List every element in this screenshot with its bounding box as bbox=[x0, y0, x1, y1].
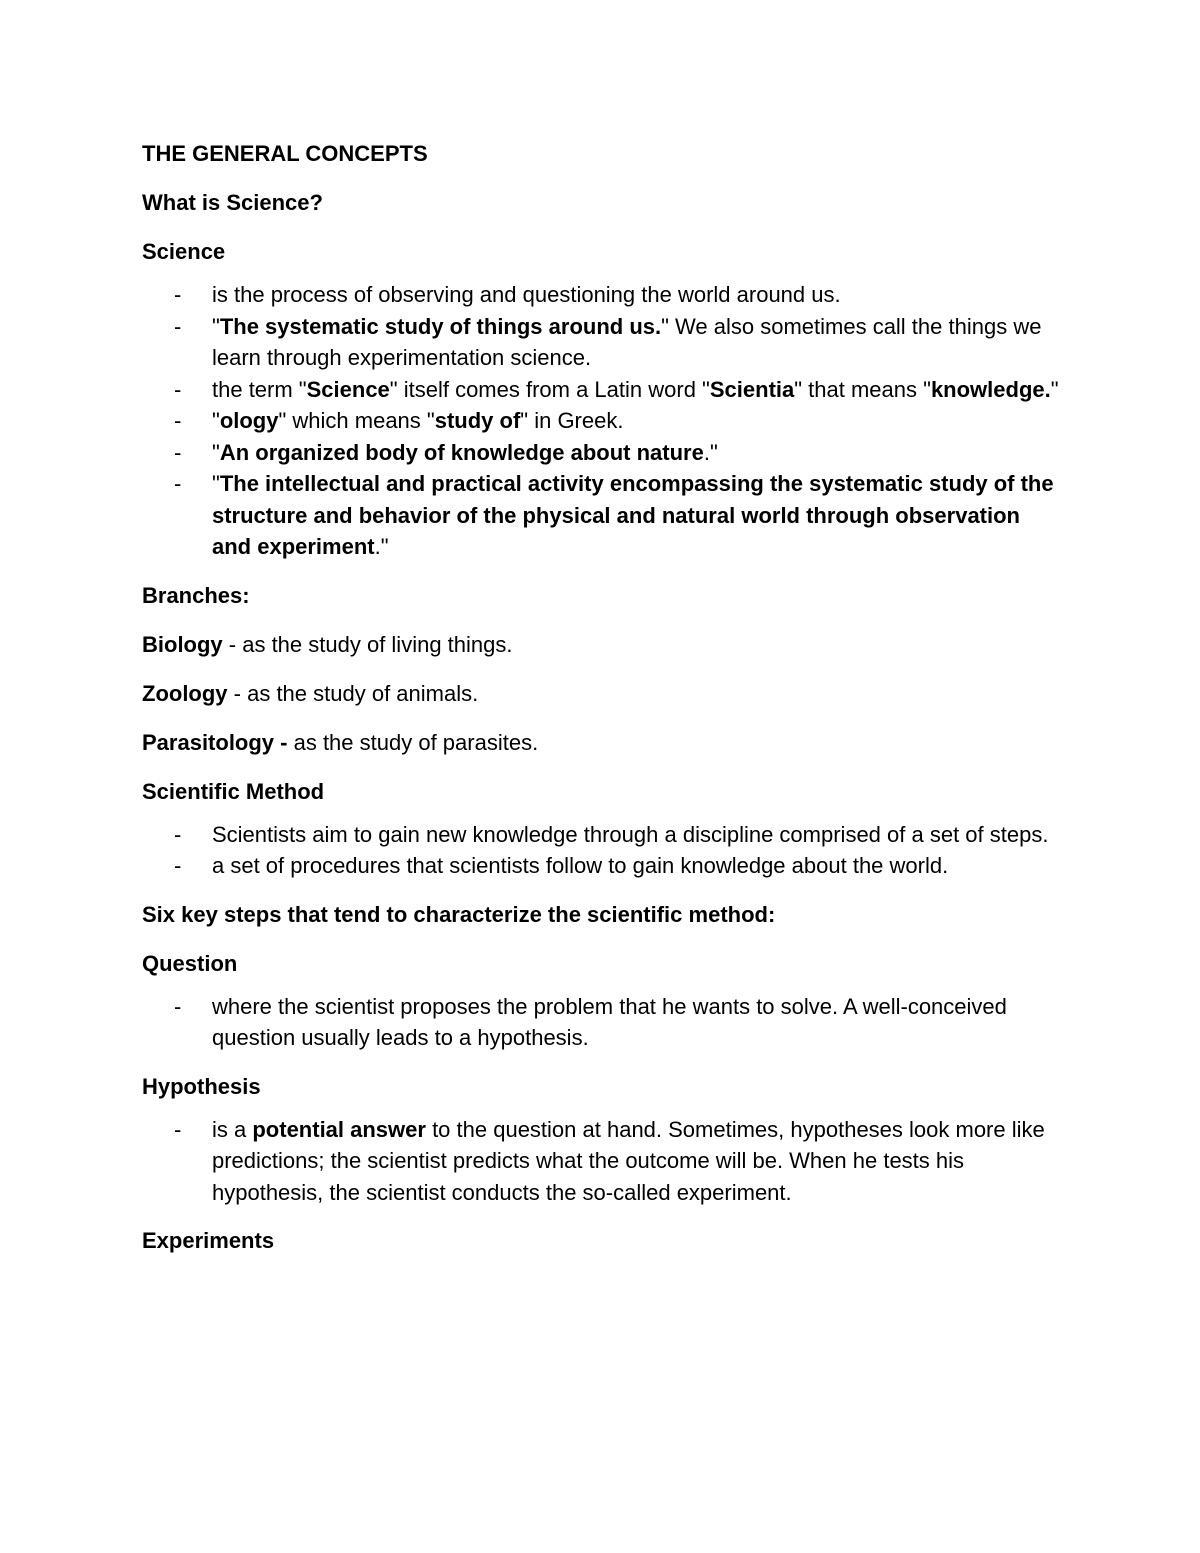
list-item bbox=[142, 468, 1062, 563]
item-text: " in Greek. bbox=[520, 408, 624, 433]
list-item bbox=[142, 437, 1062, 469]
list-item bbox=[142, 311, 1062, 374]
list-item bbox=[142, 819, 1062, 851]
item-text: is the process of observing and questioning the world around us. bbox=[212, 282, 841, 307]
document-title: THE GENERAL CONCEPTS bbox=[142, 141, 428, 166]
list-item bbox=[142, 991, 1062, 1054]
branch-name: Zoology bbox=[142, 680, 228, 706]
branch-name: Parasitology - bbox=[142, 729, 288, 755]
bold-phrase: knowledge. bbox=[930, 376, 1051, 402]
question-heading: Question bbox=[142, 950, 238, 976]
bold-phrase: ology bbox=[219, 408, 279, 433]
item-text: where the scientist proposes the problem that he wants to solve. A well-conceived question usually leads to a hypothesis. bbox=[212, 993, 1007, 1050]
scientific-method-list bbox=[142, 819, 1062, 882]
bold-phrase: potential answer bbox=[252, 1116, 426, 1142]
item-text: " which means " bbox=[278, 408, 435, 433]
dash-bullet: - bbox=[174, 376, 182, 402]
item-text: is a bbox=[212, 1116, 253, 1142]
quote-mark: " bbox=[212, 313, 220, 339]
hypothesis-list bbox=[142, 1114, 1062, 1209]
scientific-method-heading: Scientific Method bbox=[142, 778, 325, 804]
quote-mark: " bbox=[212, 439, 220, 465]
six-key-steps-heading: Six key steps that tend to characterize the scientific method: bbox=[142, 901, 776, 927]
experiments-heading: Experiments bbox=[142, 1228, 275, 1253]
item-text: the term " bbox=[212, 376, 307, 402]
quote-mark: " bbox=[212, 471, 220, 496]
list-item bbox=[142, 1114, 1062, 1209]
branch-name: Biology bbox=[142, 631, 223, 657]
hypothesis-heading: Hypothesis bbox=[142, 1073, 261, 1099]
dash-bullet: - bbox=[174, 439, 182, 465]
document-page bbox=[142, 138, 1062, 1257]
item-text: ." bbox=[703, 439, 718, 465]
bold-phrase: Science bbox=[306, 376, 390, 402]
dash-bullet: - bbox=[174, 1116, 182, 1142]
item-text: to the question at hand. Sometimes, hypotheses look more like predictions; the scientist predicts what the outcome will be. When he tests his hypothesis, the scientist conducts the so-called experiment. bbox=[212, 1116, 1045, 1205]
quote-mark: " bbox=[1050, 376, 1059, 402]
branch-parasitology bbox=[142, 727, 1062, 759]
bold-phrase: Scientia bbox=[709, 376, 795, 402]
dash-bullet: - bbox=[174, 313, 182, 339]
question-list bbox=[142, 991, 1062, 1054]
item-text: a set of procedures that scientists follow to gain knowledge about the world. bbox=[212, 853, 949, 878]
dash-bullet: - bbox=[174, 471, 182, 496]
dash-bullet: - bbox=[174, 408, 182, 433]
branch-description: as the study of parasites. bbox=[287, 729, 539, 755]
item-text: " itself comes from a Latin word " bbox=[389, 376, 710, 402]
dash-bullet: - bbox=[174, 993, 182, 1019]
branch-zoology bbox=[142, 678, 1062, 710]
branch-description: - as the study of living things. bbox=[222, 631, 513, 657]
bold-phrase: The systematic study of things around us. bbox=[219, 313, 662, 339]
science-definition-list bbox=[142, 279, 1062, 563]
dash-bullet: - bbox=[174, 821, 182, 847]
dash-bullet: - bbox=[174, 853, 182, 878]
branch-biology bbox=[142, 629, 1062, 661]
item-text: ." bbox=[374, 534, 389, 559]
bold-phrase: An organized body of knowledge about nature bbox=[219, 439, 704, 465]
item-text: Scientists aim to gain new knowledge through a discipline comprised of a set of steps. bbox=[212, 821, 1049, 847]
item-text: " that means " bbox=[794, 376, 931, 402]
dash-bullet: - bbox=[174, 282, 182, 307]
item-text: " We also sometimes call the things we learn through experimentation science. bbox=[212, 313, 1042, 370]
bold-phrase: The intellectual and practical activity encompassing the systematic study of the structure and behavior of the physical and natural world through observation and experiment bbox=[212, 471, 1054, 559]
bold-phrase: study of bbox=[434, 408, 521, 433]
branch-description: - as the study of animals. bbox=[227, 680, 479, 706]
list-item bbox=[142, 405, 1062, 437]
list-item bbox=[142, 374, 1062, 406]
what-is-science-heading: What is Science? bbox=[142, 190, 323, 215]
list-item bbox=[142, 850, 1062, 882]
science-heading: Science bbox=[142, 239, 226, 264]
branches-heading: Branches: bbox=[142, 582, 250, 608]
quote-mark: " bbox=[212, 408, 220, 433]
list-item bbox=[142, 279, 1062, 311]
